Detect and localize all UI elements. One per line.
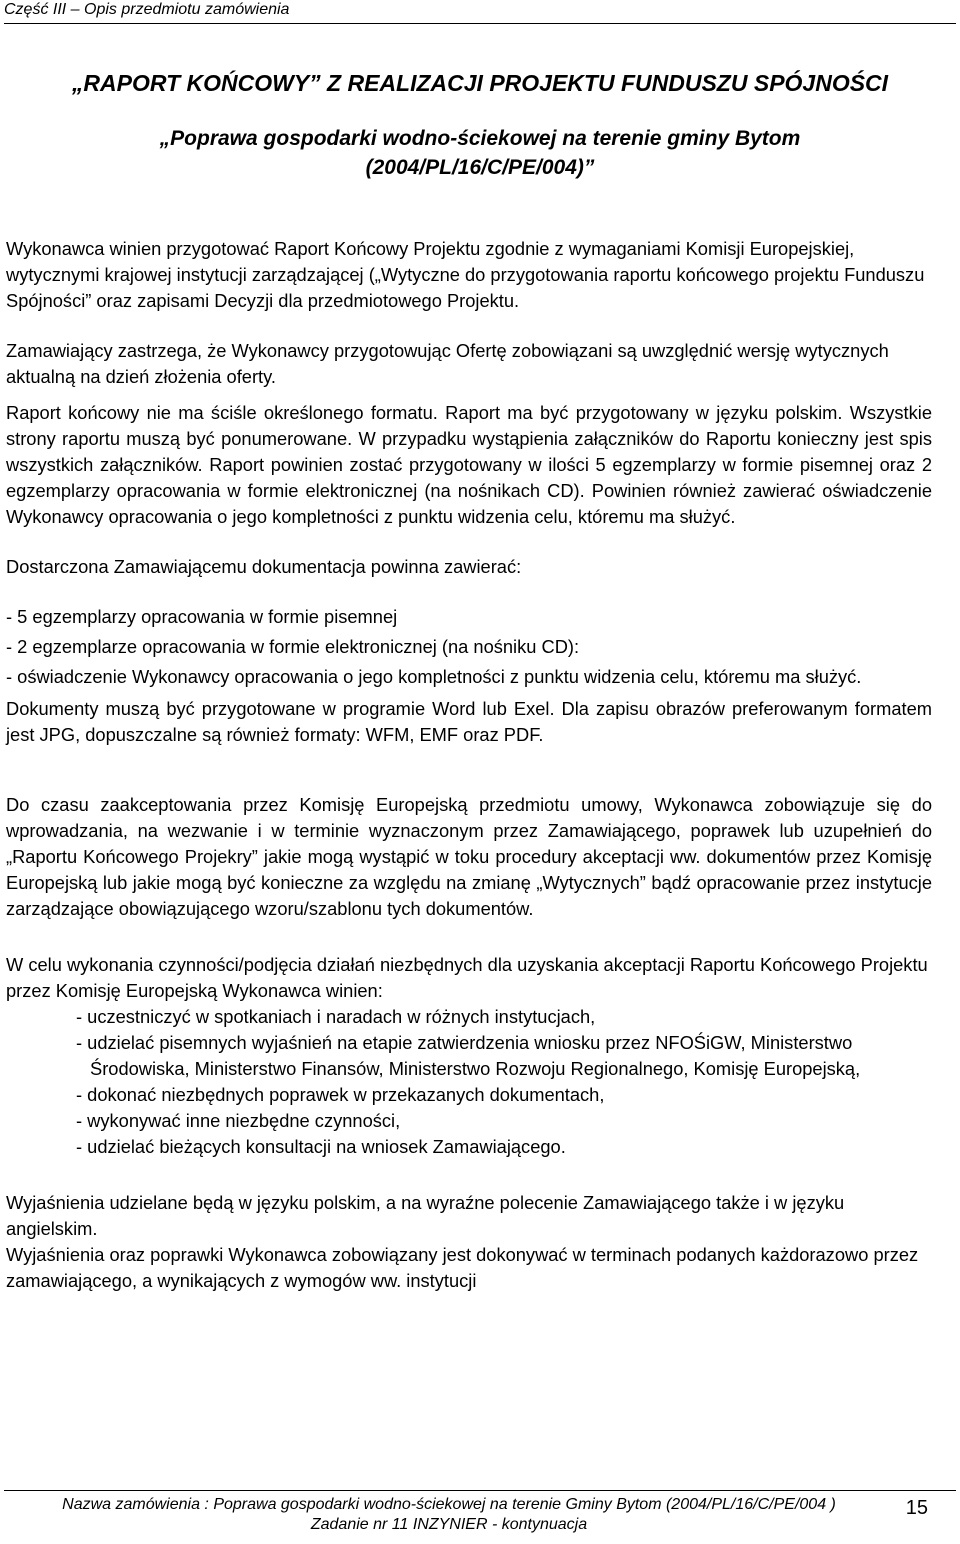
list-item: - dokonać niezbędnych poprawek w przekazanych dokumentach, xyxy=(76,1084,605,1105)
footer-line-2: Zadanie nr 11 INZYNIER - kontynuacja xyxy=(310,1516,588,1533)
paragraph-6: Do czasu zaakceptowania przez Komisję Europejską przedmiotu umowy, Wykonawca zobowiązuje się do wprowadzania, na wezwanie i w terminie wyznaczonym przez Zamawiającego, poprawek lub uzupełnień do „Raportu Końcowego Projekry” jakie mogą wystąpić w toku procedury akceptacji ww. dokumentów przez Komisję Europejską lub jakie mogą być konieczne za względu na zmianę „Wytycznych” bądź opracowanie przez instytucje zarządzające obowiązującego wzoru/szablonu tych dokumentów. xyxy=(6,794,932,919)
header-text: Część III – Opis przedmiotu zamówienia xyxy=(4,1,290,18)
footer-line-1: Nazwa zamówienia : Poprawa gospodarki wodno-ściekowej na terenie Gminy Bytom (2004/PL/16/C/PE/004 ) xyxy=(62,1496,836,1513)
deliverables-list xyxy=(6,604,932,690)
paragraph-4: Dostarczona Zamawiającemu dokumentacja powinna zawierać: xyxy=(6,556,522,577)
list-item: - oświadczenie Wykonawcy opracowania o jego kompletności z punktu widzenia celu, któremu ma służyć. xyxy=(6,666,862,687)
subtitle-line-2: (2004/PL/16/C/PE/004)” xyxy=(365,156,595,179)
paragraph-3: Raport końcowy nie ma ściśle określonego formatu. Raport ma być przygotowany w języku polskim. Wszystkie strony raportu muszą być ponumerowane. W przypadku wystąpienia załączników do Raportu konieczny jest spis wszystkich załączników. Raport powinien zostać przygotowany w ilości 5 egzemplarzy w formie pisemnej oraz 2 egzemplarzy opracowania w formie elektronicznej (na nośnikach CD). Powinien również zawierać oświadczenie Wykonawcy opracowania o jego kompletności z punktu widzenia celu, któremu ma służyć. xyxy=(6,402,932,527)
subtitle-line-1: „Poprawa gospodarki wodno-ściekowej na terenie gminy Bytom xyxy=(159,127,801,150)
list-item: - udzielać pisemnych wyjaśnień na etapie zatwierdzenia wniosku przez NFOŚiGW, Ministerstwo Środowiska, Ministerstwo Finansów, Ministerstwo Rozwoju Regionalnego, Komisję Europejską, xyxy=(76,1032,861,1079)
document-body xyxy=(6,236,932,1294)
list-item: - udzielać bieżących konsultacji na wniosek Zamawiającego. xyxy=(76,1136,566,1157)
page-number: 15 xyxy=(905,1497,928,1519)
paragraph-8a: Wyjaśnienia udzielane będą w języku polskim, a na wyraźne polecenie Zamawiającego także i w języku angielskim. xyxy=(6,1192,845,1239)
page-footer xyxy=(4,1490,956,1535)
paragraph-5: Dokumenty muszą być przygotowane w programie Word lub Exel. Dla zapisu obrazów preferowanym formatem jest JPG, dopuszczalne są również formaty: WFM, EMF oraz PDF. xyxy=(6,698,932,745)
page-header xyxy=(4,0,956,24)
paragraph-1: Wykonawca winien przygotować Raport Końcowy Projektu zgodnie z wymaganiami Komisji Europejskiej, wytycznymi krajowej instytucji zarządzającej („Wytyczne do przygotowania raportu końcowego projektu Funduszu Spójności” oraz zapisami Decyzji dla przedmiotowego Projektu. xyxy=(6,238,925,311)
document-subtitle xyxy=(0,124,960,182)
document-title: „RAPORT KOŃCOWY” Z REALIZACJI PROJEKTU FUNDUSZU SPÓJNOŚCI xyxy=(71,70,889,96)
list-item: - 5 egzemplarzy opracowania w formie pisemnej xyxy=(6,606,398,627)
paragraph-8b: Wyjaśnienia oraz poprawki Wykonawca zobowiązany jest dokonywać w terminach podanych każdorazowo przez zamawiającego, a wynikających z wymogów ww. instytucji xyxy=(6,1244,919,1291)
list-item: - wykonywać inne niezbędne czynności, xyxy=(76,1110,401,1131)
contractor-duties-list xyxy=(6,1004,936,1160)
list-item: - 2 egzemplarze opracowania w formie elektronicznej (na nośniku CD): xyxy=(6,636,580,657)
paragraph-7: W celu wykonania czynności/podjęcia działań niezbędnych dla uzyskania akceptacji Raportu Końcowego Projektu przez Komisję Europejską Wykonawca winien: xyxy=(6,954,928,1001)
list-item: - uczestniczyć w spotkaniach i naradach w różnych instytucjach, xyxy=(76,1006,596,1027)
paragraph-2: Zamawiający zastrzega, że Wykonawcy przygotowując Ofertę zobowiązani są uwzględnić wersję wytycznych aktualną na dzień złożenia oferty. xyxy=(6,340,889,387)
